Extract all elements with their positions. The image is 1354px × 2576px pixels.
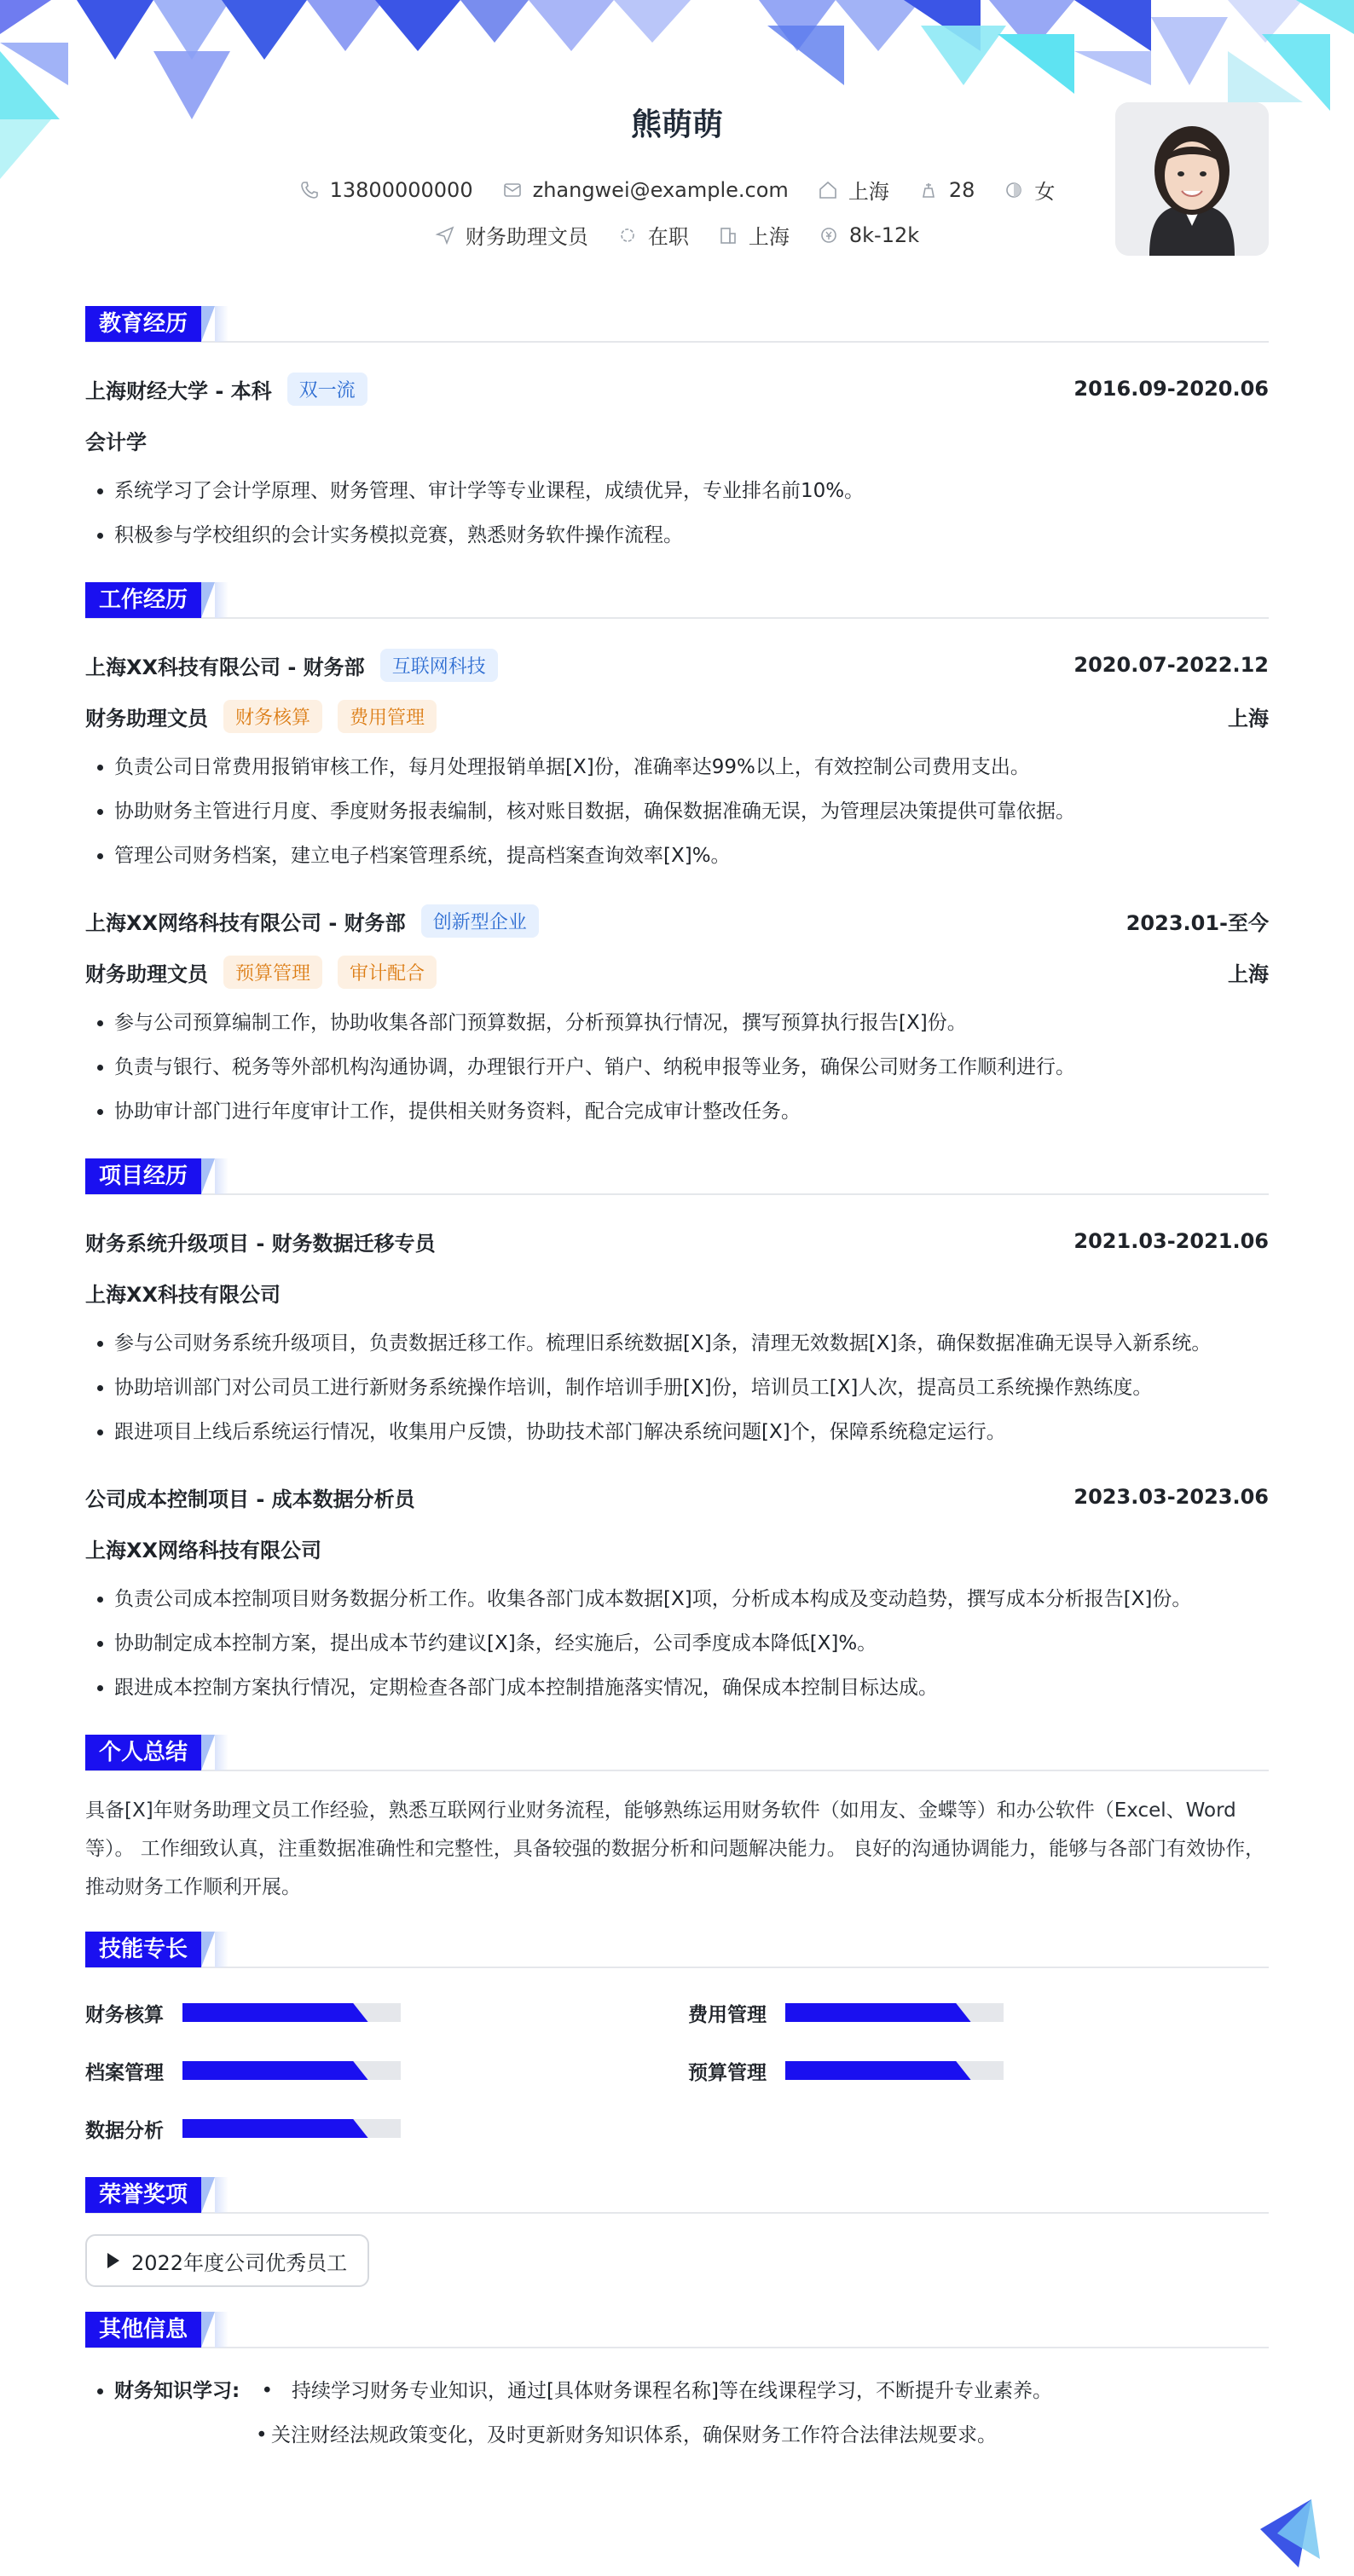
- skill-name: 费用管理: [688, 2003, 767, 2026]
- project-date: 2021.03-2021.06: [1073, 1229, 1269, 1253]
- list-item: • 跟进成本控制方案执行情况，定期检查各部门成本控制措施落实情况，确保成本控制目标达成。: [114, 1666, 1269, 1710]
- skill-bar-fill: [785, 2061, 971, 2080]
- list-item: • 管理公司财务档案，建立电子档案管理系统，提高档案查询效率[X]%。: [114, 834, 1269, 878]
- gender-icon: [1004, 180, 1024, 200]
- school-tag: 双一流: [287, 373, 367, 406]
- projects-section: [85, 1156, 1269, 1710]
- awards-header: [85, 2175, 1269, 2214]
- list-item: [114, 2369, 1269, 2413]
- work-entry: [85, 639, 1269, 878]
- work-header: [85, 580, 1269, 619]
- status-text: 在职: [647, 225, 689, 249]
- list-item: • 协助培训部门对公司员工进行新财务系统操作培训，制作培训手册[X]份，培训员工[X]人次，提高员工系统操作熟练度。: [114, 1366, 1269, 1410]
- home-icon: [818, 180, 838, 200]
- city-item: [818, 175, 889, 205]
- work-city-item: [718, 220, 790, 250]
- skill-name: 档案管理: [85, 2061, 164, 2084]
- company-tag: 互联网科技: [380, 649, 498, 682]
- company-tag: 创新型企业: [421, 904, 539, 938]
- candidate-name: 熊萌萌: [630, 107, 723, 142]
- status-item: [617, 220, 689, 250]
- corner-decoration: [1260, 2491, 1328, 2567]
- contact-row: [85, 175, 1269, 205]
- work-entry: [85, 895, 1269, 1134]
- building-icon: [718, 225, 738, 245]
- other-list: [85, 2369, 1269, 2413]
- age-item: [918, 175, 975, 205]
- skill-bar-fill: [182, 2003, 368, 2022]
- position-text: 财务助理文员: [465, 225, 588, 249]
- status-icon: [617, 225, 638, 245]
- skill-item: [85, 2047, 688, 2094]
- skill-name: 财务核算: [85, 2003, 164, 2026]
- school-name: 上海财经大学 - 本科: [85, 378, 272, 403]
- list-item: • 负责公司日常费用报销审核工作，每月处理报销单据[X]份，准确率达99%以上，有效控制公司费用支出。: [114, 745, 1269, 789]
- skill-bar: [182, 2003, 401, 2022]
- phone-icon: [299, 180, 320, 200]
- skills-grid: [85, 1989, 1269, 2152]
- age-icon: [918, 180, 939, 200]
- salary-text: 8k-12k: [848, 222, 920, 247]
- skills-header: [85, 1929, 1269, 1968]
- list-item: • 负责公司成本控制项目财务数据分析工作。收集各部门成本数据[X]项，分析成本构成及变动趋势，撰写成本分析报告[X]份。: [114, 1577, 1269, 1621]
- project-company: 上海XX网络科技有限公司: [85, 1538, 322, 1562]
- other-header: [85, 2309, 1269, 2348]
- summary-section: [85, 1732, 1269, 1907]
- list-item: • 协助财务主管进行月度、季度财务报表编制，核对账目数据，确保数据准确无误，为管理层决策提供可靠依据。: [114, 789, 1269, 834]
- skill-item: [688, 1989, 1291, 2036]
- skill-item: [85, 1989, 688, 2036]
- skill-bar: [182, 2119, 401, 2138]
- other-text: 持续学习财务专业知识，通过[具体财务课程名称]等在线课程学习，不断提升专业素养。: [292, 2380, 1052, 2402]
- company-name: 上海XX科技有限公司 - 财务部: [85, 655, 365, 679]
- other-title: 其他信息: [85, 2312, 201, 2348]
- gender-item: [1004, 175, 1055, 205]
- skill-bar: [785, 2061, 1004, 2080]
- skill-name: 预算管理: [688, 2061, 767, 2084]
- gender-text: 女: [1034, 180, 1056, 204]
- list-item: • 参与公司预算编制工作，协助收集各部门预算数据，分析预算执行情况，撰写预算执行报告[X]份。: [114, 1001, 1269, 1045]
- phone-item: [299, 175, 473, 205]
- city-text: 上海: [848, 180, 889, 204]
- company-name: 上海XX网络科技有限公司 - 财务部: [85, 910, 406, 935]
- skills-section: [85, 1929, 1269, 2152]
- job-role: 财务助理文员: [85, 706, 208, 731]
- skill-bar: [785, 2003, 1004, 2022]
- award-text: 2022年度公司优秀员工: [131, 2250, 348, 2275]
- summary-text: 具备[X]年财务助理文员工作经验，熟悉互联网行业财务流程，能够熟练运用财务软件（如用友、金蝶等）和办公软件（Excel、Word等）。 工作细致认真，注重数据准确性和完整性，具备较强的数据分析和问题解决能力。 良好的沟通协调能力，能够与各部门有效协作，推动财务工作顺利开展。: [85, 1799, 1265, 1898]
- major: 会计学: [85, 430, 147, 454]
- skills-title: 技能专长: [85, 1932, 201, 1967]
- resume-header: [85, 0, 1269, 281]
- email-item: [502, 175, 789, 205]
- list-item: • 系统学习了会计学原理、财务管理、审计学等专业课程，成绩优异，专业排名前10%。: [114, 469, 1269, 513]
- role-tag: 费用管理: [338, 700, 437, 733]
- work-title: 工作经历: [85, 582, 201, 618]
- education-header: [85, 303, 1269, 343]
- play-icon: [107, 2253, 119, 2268]
- project-company: 上海XX科技有限公司: [85, 1282, 281, 1307]
- salary-item: [819, 220, 919, 250]
- project-title: 财务系统升级项目 - 财务数据迁移专员: [85, 1231, 436, 1256]
- email-text: zhangwei@example.com: [532, 177, 789, 202]
- work-date: 2023.01-至今: [1125, 910, 1269, 935]
- other-label: 财务知识学习:: [114, 2380, 240, 2402]
- role-tag: 审计配合: [338, 956, 437, 989]
- skill-bar-fill: [182, 2061, 368, 2080]
- work-location: 上海: [1228, 706, 1269, 731]
- list-item: • 协助审计部门进行年度审计工作，提供相关财务资料，配合完成审计整改任务。: [114, 1089, 1269, 1134]
- skill-bar: [182, 2061, 401, 2080]
- skill-item: [85, 2105, 688, 2152]
- project-date: 2023.03-2023.06: [1073, 1485, 1269, 1509]
- position-item: [435, 220, 588, 250]
- project-title: 公司成本控制项目 - 成本数据分析员: [85, 1487, 415, 1511]
- work-location: 上海: [1228, 962, 1269, 986]
- mail-icon: [502, 180, 523, 200]
- age-text: 28: [948, 177, 975, 202]
- work-section: [85, 580, 1269, 1134]
- job-intent-row: [85, 220, 1269, 250]
- role-tag: 预算管理: [223, 956, 322, 989]
- skill-name: 数据分析: [85, 2119, 164, 2142]
- project-entry: [85, 1471, 1269, 1710]
- job-role: 财务助理文员: [85, 962, 208, 986]
- education-title: 教育经历: [85, 306, 201, 342]
- list-item: • 参与公司财务系统升级项目，负责数据迁移工作。梳理旧系统数据[X]条，清理无效数据[X]条，确保数据准确无误导入新系统。: [114, 1321, 1269, 1366]
- phone-text: 13800000000: [329, 177, 473, 202]
- projects-header: [85, 1156, 1269, 1195]
- other-item: • 关注财经法规政策变化，及时更新财务知识体系，确保财务工作符合法律法规要求。: [85, 2413, 1269, 2458]
- education-section: [85, 303, 1269, 557]
- award-item[interactable]: [85, 2234, 369, 2287]
- skill-bar-fill: [182, 2119, 368, 2138]
- list-item: • 积极参与学校组织的会计实务模拟竞赛，熟悉财务软件操作流程。: [114, 513, 1269, 557]
- list-item: • 跟进项目上线后系统运行情况，收集用户反馈，协助技术部门解决系统问题[X]个，保障系统稳定运行。: [114, 1410, 1269, 1454]
- list-item: • 协助制定成本控制方案，提出成本节约建议[X]条，经实施后，公司季度成本降低[X]%。: [114, 1621, 1269, 1666]
- other-section: [85, 2309, 1269, 2458]
- other-bullet: •: [261, 2380, 286, 2402]
- salary-icon: [819, 225, 839, 245]
- work-date: 2020.07-2022.12: [1073, 653, 1269, 677]
- summary-title: 个人总结: [85, 1735, 201, 1770]
- skill-bar-fill: [785, 2003, 971, 2022]
- summary-header: [85, 1732, 1269, 1771]
- awards-section: [85, 2175, 1269, 2287]
- awards-title: 荣誉奖项: [85, 2177, 201, 2213]
- education-date: 2016.09-2020.06: [1073, 377, 1269, 401]
- list-item: • 负责与银行、税务等外部机构沟通协调，办理银行开户、销户、纳税申报等业务，确保公司财务工作顺利进行。: [114, 1045, 1269, 1089]
- avatar: [1115, 102, 1269, 256]
- role-tag: 财务核算: [223, 700, 322, 733]
- send-icon: [435, 225, 455, 245]
- project-entry: [85, 1216, 1269, 1454]
- skill-item: [688, 2047, 1291, 2094]
- work-city-text: 上海: [748, 225, 790, 249]
- projects-title: 项目经历: [85, 1158, 201, 1194]
- education-entry: [85, 363, 1269, 557]
